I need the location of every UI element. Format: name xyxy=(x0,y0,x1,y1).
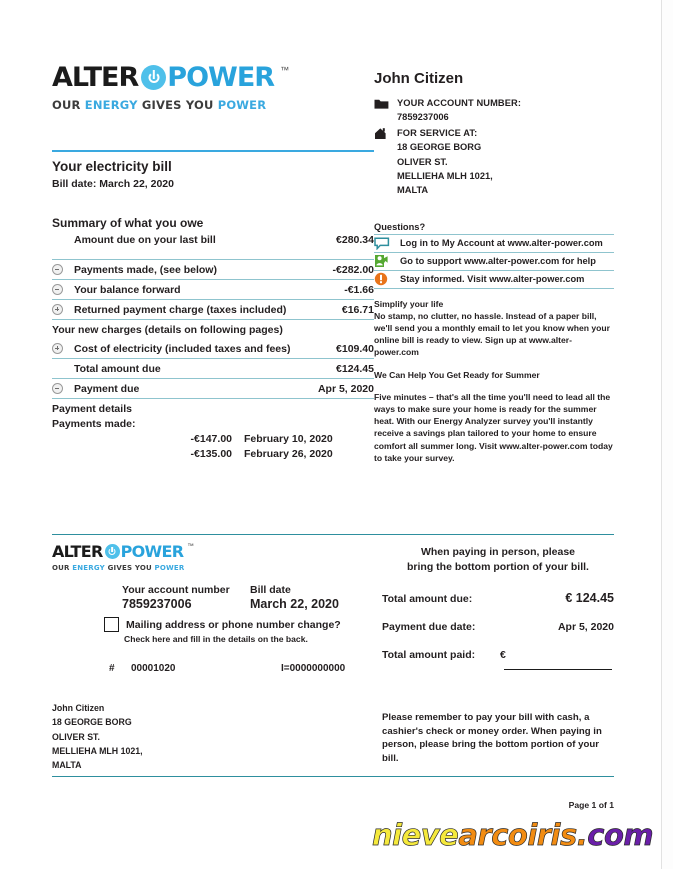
promo-heading-2: We Can Help You Get Ready for Summer xyxy=(374,369,540,380)
tagline-power: POWER xyxy=(154,564,185,572)
bottom-divider xyxy=(52,776,614,777)
service-address-text xyxy=(397,126,493,198)
payment-stub-section xyxy=(52,534,614,810)
stub-amount-paid-field[interactable] xyxy=(500,649,614,673)
stub-code-1: 00001020 xyxy=(131,663,176,674)
stub-fields xyxy=(52,584,382,611)
payment-date: February 26, 2020 xyxy=(244,448,333,460)
questions-item-label: Stay informed. Visit www.alter-power.com xyxy=(400,274,585,285)
account-number-text xyxy=(397,96,521,125)
stub-pay-instructions-line-2: bring the bottom portion of your bill. xyxy=(407,560,589,573)
hash-symbol: # xyxy=(109,663,115,674)
table-row xyxy=(52,339,374,358)
logo-tagline xyxy=(52,564,382,572)
bill-right-column xyxy=(374,62,614,464)
stub-amount-paid-label: Total amount paid: xyxy=(382,648,476,661)
row-label: Returned payment charge (taxes included) xyxy=(74,303,287,316)
questions-item-login[interactable] xyxy=(374,234,614,252)
list-item xyxy=(52,433,374,445)
checkbox-icon[interactable] xyxy=(104,617,119,632)
stub-total-due-value: € 124.45 xyxy=(565,590,614,605)
service-address-label: FOR SERVICE AT: xyxy=(397,127,478,138)
tagline-energy: ENERGY xyxy=(84,98,138,112)
account-number-block xyxy=(374,96,614,125)
stub-company-logo xyxy=(52,542,382,572)
stub-total-due-label: Total amount due: xyxy=(382,592,473,605)
stub-addr-line-4: MALTA xyxy=(52,760,82,770)
row-amount: €109.40 xyxy=(336,342,374,355)
questions-heading: Questions? xyxy=(374,221,426,232)
table-row xyxy=(52,279,374,299)
tagline-energy: ENERGY xyxy=(72,564,105,572)
logo-tagline xyxy=(52,98,374,112)
stub-account-label: Your account number xyxy=(122,584,230,596)
summary-row-last-bill xyxy=(52,230,374,249)
stub-left-column xyxy=(52,535,382,810)
stub-addr-line-2: OLIVER ST. xyxy=(52,731,100,742)
promo-body-2: Five minutes – that's all the time you'll need to lead all the ways to make sure your home is ready for the summer heat. With our Energy Analyzer survey you'll instantly receive a savings plan tailored to your home to ensure comfort all summer long. Visit www.alter-power.com today to take your survey. xyxy=(374,391,613,463)
row-label: Payments made, (see below) xyxy=(74,263,217,276)
account-number-value: 7859237006 xyxy=(397,112,449,123)
list-item xyxy=(52,448,374,460)
address-line-1: 18 GEORGE BORG xyxy=(397,142,482,153)
house-icon xyxy=(374,126,397,145)
payment-due-row xyxy=(52,378,374,398)
payments-made-subheading: Payments made: xyxy=(52,418,136,430)
payment-amount: -€135.00 xyxy=(190,448,232,460)
tagline-power: POWER xyxy=(217,98,267,112)
promo-heading-1: Simplify your life xyxy=(374,298,444,309)
total-label: Total amount due xyxy=(74,362,161,375)
stub-code-2: I=0000000000 xyxy=(281,663,346,674)
service-address-block xyxy=(374,126,614,198)
bill-left-column xyxy=(52,62,374,460)
watermark-part-3: com xyxy=(587,818,654,852)
payment-date: February 10, 2020 xyxy=(244,433,333,445)
stub-mailing-address xyxy=(52,701,382,772)
row-label: Cost of electricity (included taxes and fees) xyxy=(74,342,291,355)
plus-circle-icon xyxy=(52,304,74,315)
stub-due-date-value: Apr 5, 2020 xyxy=(557,620,614,633)
minus-circle-icon xyxy=(52,383,74,394)
stub-billdate-value: March 22, 2020 xyxy=(250,597,339,611)
logo-alter-text: ALTER xyxy=(52,62,139,93)
questions-item-support[interactable] xyxy=(374,252,614,270)
questions-item-label: Log in to My Account at www.alter-power.com xyxy=(400,238,603,249)
trademark-symbol: ™ xyxy=(187,543,194,550)
plus-circle-icon xyxy=(52,343,74,354)
watermark xyxy=(372,818,653,852)
minus-circle-icon xyxy=(52,284,74,295)
stub-payment-note: Please remember to pay your bill with cash, a cashier's check or money order. When paying in person, please bring the bottom portion of your bill. xyxy=(382,711,602,765)
stub-billdate-label: Bill date xyxy=(250,584,291,596)
trademark-symbol: ™ xyxy=(280,65,289,75)
logo-alter-text: ALTER xyxy=(52,542,103,561)
address-line-2: OLIVER ST. xyxy=(397,156,448,167)
watermark-part-1: nieve xyxy=(372,818,459,852)
tagline-gives: GIVES YOU xyxy=(104,564,155,572)
account-number-label: YOUR ACCOUNT NUMBER: xyxy=(397,98,522,108)
watermark-part-2: arcoiris. xyxy=(458,818,588,852)
address-change-sublabel: Check here and fill in the details on the back. xyxy=(124,634,308,644)
summary-heading: Summary of what you owe xyxy=(52,216,204,230)
total-amount: €124.45 xyxy=(336,362,374,375)
questions-item-informed[interactable] xyxy=(374,270,614,289)
stub-addr-name: John Citizen xyxy=(52,703,105,713)
stub-reference-codes xyxy=(52,663,382,674)
speech-bubble-icon xyxy=(374,237,400,250)
stub-right-column xyxy=(382,535,614,810)
support-person-icon xyxy=(374,254,400,268)
new-charges-label: Your new charges (details on following pages) xyxy=(52,323,283,336)
tagline-our: OUR xyxy=(52,98,85,112)
stub-field-labels xyxy=(122,584,382,596)
bill-date: Bill date: March 22, 2020 xyxy=(52,178,174,190)
stub-field-values xyxy=(122,597,382,611)
payment-details-heading: Payment details xyxy=(52,403,132,415)
stub-total-due-row xyxy=(382,591,614,605)
logo-power-text: POWER xyxy=(120,542,184,561)
amount-paid-input-line[interactable] xyxy=(504,669,612,670)
page-title: Your electricity bill xyxy=(52,159,172,174)
folder-icon xyxy=(374,96,397,115)
questions-item-label: Go to support www.alter-power.com for help xyxy=(400,256,596,267)
address-line-4: MALTA xyxy=(397,185,429,196)
power-button-icon xyxy=(105,544,120,559)
customer-name: John Citizen xyxy=(374,70,464,87)
tagline-gives: GIVES YOU xyxy=(137,98,218,112)
row-amount: -€282.00 xyxy=(332,263,374,276)
stub-due-date-label: Payment due date: xyxy=(382,620,476,633)
stub-pay-instructions xyxy=(382,545,614,575)
address-change-label: Mailing address or phone number change? xyxy=(126,618,341,631)
row-amount: -€1.66 xyxy=(344,283,374,296)
summary-table-bottom-border xyxy=(52,398,374,399)
stub-addr-line-3: MELLIEHA MLH 1021, xyxy=(52,745,143,756)
currency-symbol: € xyxy=(500,648,506,661)
table-row xyxy=(52,299,374,319)
stub-amount-paid-row[interactable] xyxy=(382,649,614,673)
address-change-checkbox-row[interactable] xyxy=(52,617,382,632)
minus-circle-icon xyxy=(52,264,74,275)
stub-account-number: 7859237006 xyxy=(122,597,192,611)
promo-body-1: No stamp, no clutter, no hassle. Instead of a paper bill, we'll send you a monthly email to let you know when your online bill is ready to view. Sign up at www.alter-power.com xyxy=(374,310,611,358)
table-row xyxy=(52,259,374,279)
address-line-3: MELLIEHA MLH 1021, xyxy=(397,171,493,182)
stub-addr-line-1: 18 GEORGE BORG xyxy=(52,717,132,728)
logo-power-text: POWER xyxy=(167,62,275,93)
page-number: Page 1 of 1 xyxy=(568,800,614,811)
divider-above-bill-title xyxy=(52,150,374,152)
stub-pay-instructions-line-1: When paying in person, please xyxy=(420,546,576,558)
company-logo xyxy=(52,62,374,112)
tagline-our: OUR xyxy=(52,564,73,572)
payment-amount: -€147.00 xyxy=(190,433,232,445)
row-label: Your balance forward xyxy=(74,283,181,296)
bill-top-section xyxy=(52,62,614,464)
row-amount: €16.71 xyxy=(341,303,374,316)
payment-due-value: Apr 5, 2020 xyxy=(317,382,374,395)
exclamation-circle-icon xyxy=(374,272,400,286)
last-bill-amount: €280.34 xyxy=(336,233,374,246)
last-bill-label: Amount due on your last bill xyxy=(74,233,216,246)
stub-due-date-row xyxy=(382,621,614,633)
new-charges-header-row xyxy=(52,319,374,339)
total-amount-row xyxy=(52,358,374,378)
payment-due-label: Payment due xyxy=(74,382,140,395)
power-button-icon xyxy=(141,65,166,90)
